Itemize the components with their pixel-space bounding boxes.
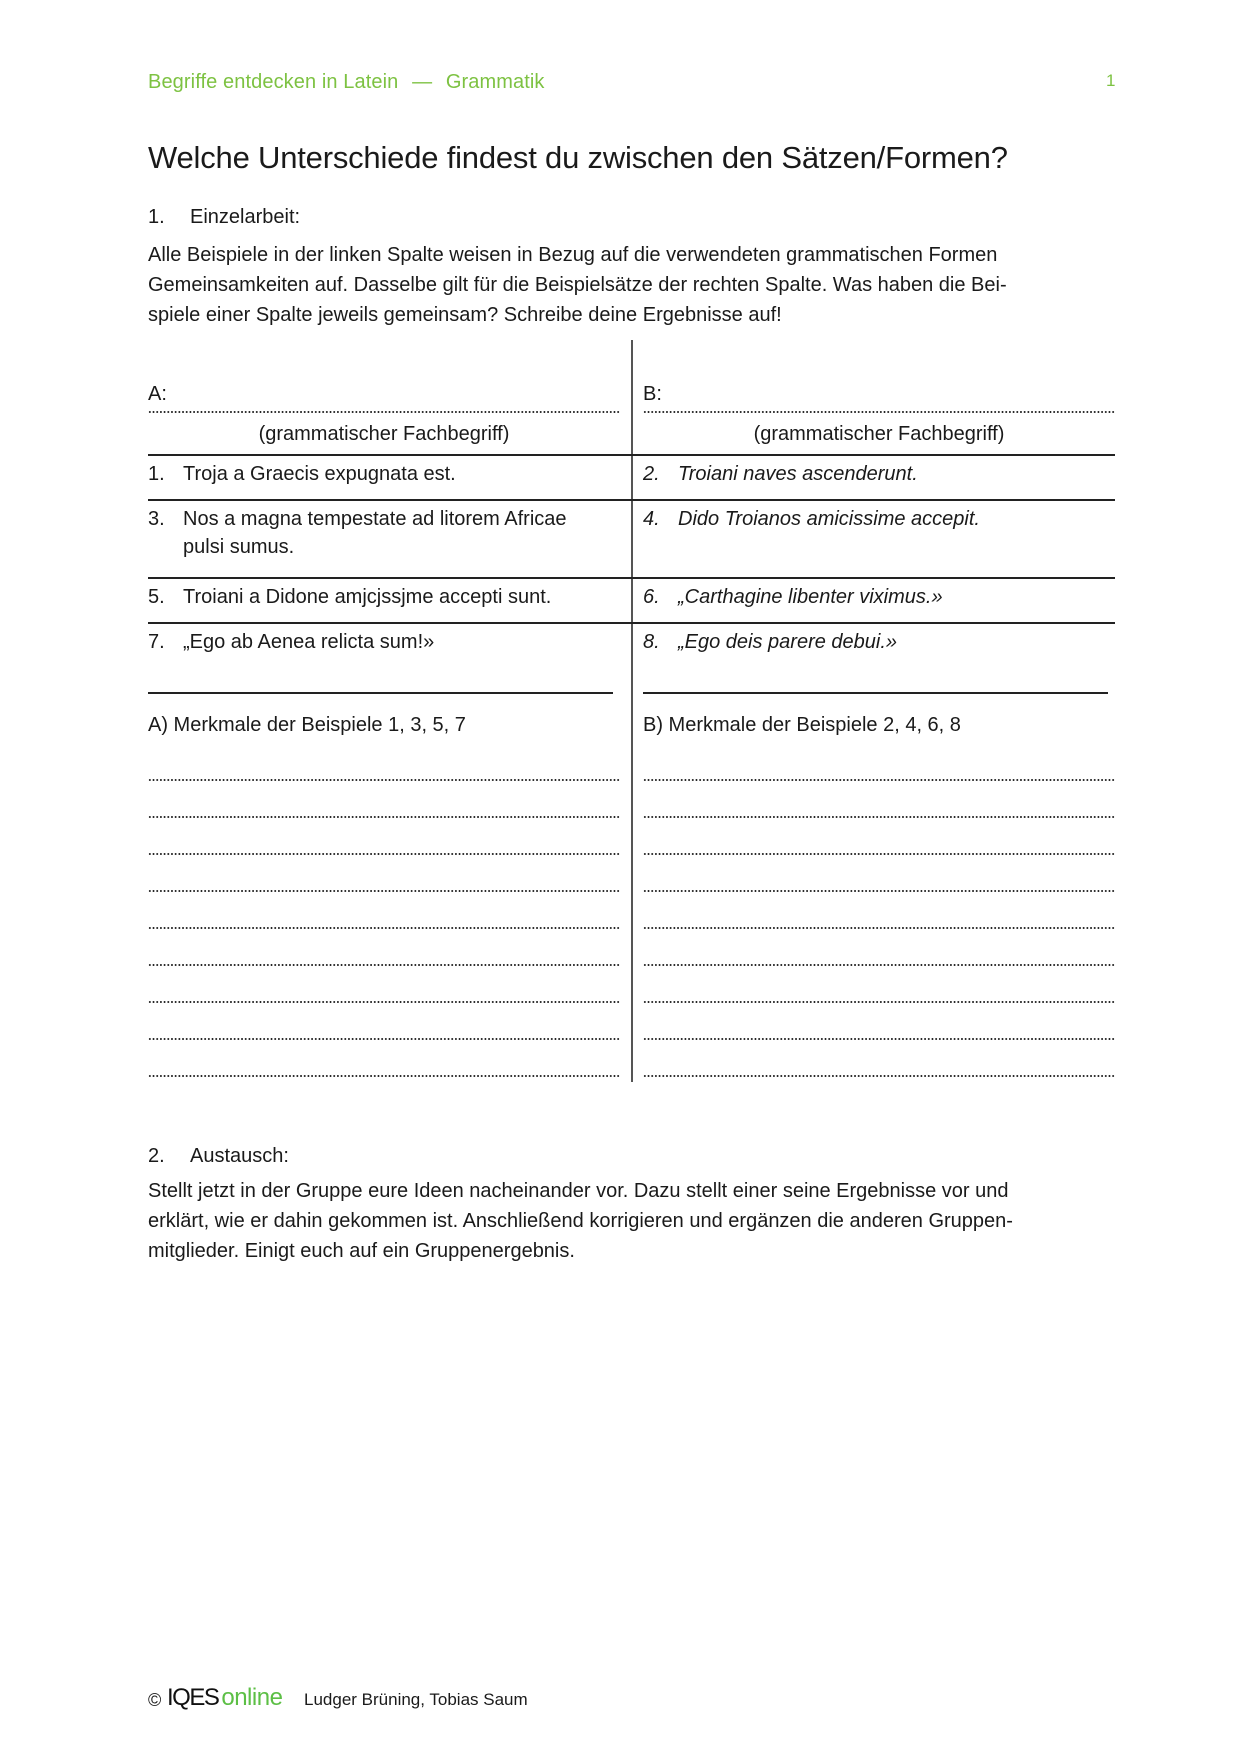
example-4: 4. Dido Troianos amicissime accepit. (643, 508, 980, 530)
instruction-line: mitglieder. Einigt euch auf ein Gruppenergebnis. (148, 1240, 575, 1262)
divider (148, 499, 1115, 501)
answer-line-b[interactable] (643, 1001, 1115, 1003)
section-1-heading (148, 206, 300, 229)
divider (148, 692, 613, 694)
iqes-logo: IQES online (167, 1684, 283, 1711)
instruction-line: Alle Beispiele in der linken Spalte weisen in Bezug auf die verwendeten grammatischen Formen (148, 244, 998, 266)
instruction-line: Stellt jetzt in der Gruppe eure Ideen nacheinander vor. Dazu stellt einer seine Ergebnisse vor und (148, 1180, 1009, 1202)
example-text: Troiani naves ascenderunt. (678, 463, 918, 485)
column-b-term-field[interactable] (643, 411, 1115, 413)
answer-line-a[interactable] (148, 1075, 620, 1077)
answer-line-b[interactable] (643, 853, 1115, 855)
divider (148, 622, 1115, 624)
instruction-line: Gemeinsamkeiten auf. Dasselbe gilt für die Beispielsätze der rechten Spalte. Was haben die Bei- (148, 274, 1007, 296)
divider (148, 577, 1115, 579)
example-text: Troiani a Didone amjcjssjme accepti sunt. (183, 586, 552, 608)
page-number: 1 (1106, 71, 1116, 90)
section-2-title: Austausch: (190, 1145, 289, 1167)
example-text: „Ego ab Aenea relicta sum!» (183, 631, 435, 653)
example-2: 2. Troiani naves ascenderunt. (643, 463, 918, 485)
page-title: Welche Unterschiede findest du zwischen den Sätzen/Formen? (148, 140, 1008, 175)
header-separator: — (412, 71, 433, 93)
example-8: 8. „Ego deis parere debui.» (643, 631, 898, 653)
answer-line-b[interactable] (643, 890, 1115, 892)
example-text: Troja a Graecis expugnata est. (183, 463, 456, 485)
answer-line-a[interactable] (148, 779, 620, 781)
section-2-number: 2. (148, 1145, 165, 1167)
answer-line-b[interactable] (643, 1075, 1115, 1077)
answer-line-a[interactable] (148, 816, 620, 818)
example-6: 6. „Carthagine libenter viximus.» (643, 586, 943, 608)
column-b-label: B: (643, 383, 662, 405)
answer-line-a[interactable] (148, 964, 620, 966)
example-text: Dido Troianos amicissime accepit. (678, 508, 980, 530)
example-text: pulsi sumus. (183, 536, 295, 558)
divider (631, 454, 1115, 456)
example-text: „Ego deis parere debui.» (678, 631, 898, 653)
authors: Ludger Brüning, Tobias Saum (304, 1690, 528, 1709)
running-header (148, 71, 545, 94)
answer-line-b[interactable] (643, 927, 1115, 929)
answer-line-a[interactable] (148, 890, 620, 892)
column-divider (631, 340, 633, 1082)
instruction-line: erklärt, wie er dahin gekommen ist. Anschließend korrigieren und ergänzen die anderen Gruppen- (148, 1210, 1013, 1232)
answer-line-b[interactable] (643, 779, 1115, 781)
divider (643, 692, 1108, 694)
section-2-heading (148, 1145, 289, 1168)
column-b-sublabel: (grammatischer Fachbegriff) (753, 423, 1005, 445)
copyright-symbol: © (148, 1690, 162, 1710)
features-b-heading: B) Merkmale der Beispiele 2, 4, 6, 8 (643, 714, 961, 736)
divider (148, 454, 631, 456)
example-text: „Carthagine libenter viximus.» (678, 586, 943, 608)
answer-line-a[interactable] (148, 927, 620, 929)
features-a-heading: A) Merkmale der Beispiele 1, 3, 5, 7 (148, 714, 466, 736)
answer-line-a[interactable] (148, 1001, 620, 1003)
header-title: Begriffe entdecken in Latein (148, 71, 399, 93)
answer-line-b[interactable] (643, 816, 1115, 818)
header-subject: Grammatik (445, 71, 545, 93)
section-1-title: Einzelarbeit: (190, 206, 301, 228)
section-1-instructions (148, 240, 1007, 330)
answer-line-b[interactable] (643, 1038, 1115, 1040)
answer-line-b[interactable] (643, 964, 1115, 966)
section-2-instructions (148, 1176, 1013, 1266)
answer-line-a[interactable] (148, 1038, 620, 1040)
column-a-sublabel: (grammatischer Fachbegriff) (258, 423, 510, 445)
example-5: 5. Troiani a Didone amjcjssjme accepti sunt. (148, 586, 552, 608)
section-1-number: 1. (148, 206, 165, 228)
example-7: 7. „Ego ab Aenea relicta sum!» (148, 631, 435, 653)
example-3: 3. Nos a magna tempestate ad litorem Africae pulsi sumus. (148, 505, 567, 561)
instruction-line: spiele einer Spalte jeweils gemeinsam? Schreibe deine Ergebnisse auf! (148, 304, 782, 326)
column-a-label: A: (148, 383, 167, 405)
example-1: 1. Troja a Graecis expugnata est. (148, 463, 456, 485)
example-text: Nos a magna tempestate ad litorem Africae (183, 508, 567, 530)
answer-line-a[interactable] (148, 853, 620, 855)
column-a-term-field[interactable] (148, 411, 620, 413)
